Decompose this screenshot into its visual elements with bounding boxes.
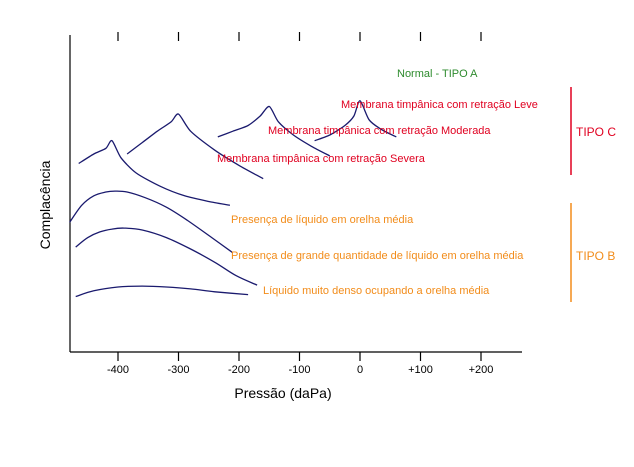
x-tick-label: 0: [356, 364, 364, 376]
x-tick-label: -200: [227, 364, 251, 376]
series-curve: [79, 141, 230, 206]
x-tick-label: -100: [288, 364, 311, 376]
series-label: Membrana timpânica com retração Moderada: [268, 125, 491, 137]
x-axis-label: Pressão (daPa): [234, 385, 332, 401]
axes: [70, 35, 522, 352]
series-label: Membrana timpânica com retração Severa: [217, 153, 425, 165]
series-curve: [76, 228, 257, 285]
series-label: Membrana timpânica com retração Leve: [341, 99, 538, 111]
series-label: Normal - TIPO A: [397, 68, 478, 80]
tipo-c-label: TIPO C: [576, 125, 617, 139]
y-axis-label: Complacência: [37, 160, 53, 250]
series-label: Presença de líquido em orelha média: [231, 214, 414, 226]
tipo-b-label: TIPO B: [576, 249, 616, 263]
x-tick-label: +100: [408, 364, 433, 376]
x-tick-label: -400: [106, 364, 130, 376]
series-label: Presença de grande quantidade de líquido em orelha média: [231, 250, 524, 262]
x-tick-label: -300: [167, 364, 190, 376]
series-curve: [70, 191, 233, 253]
bottom-ticks: [107, 352, 493, 376]
top-ticks: [118, 32, 481, 41]
series-labels: [217, 68, 538, 297]
series-curve: [127, 114, 263, 179]
x-tick-label: +200: [468, 364, 494, 376]
series-label: Líquido muito denso ocupando a orelha média: [263, 285, 490, 297]
series-curve: [76, 286, 248, 296]
